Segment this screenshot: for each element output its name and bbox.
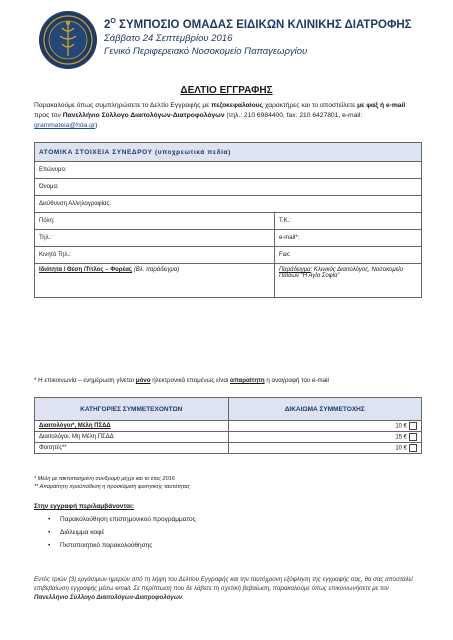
- email-note: * Η επικοινωνία – ενημέρωση γίνεται μόνο ηλεκτρονικά επομένως είναι απαραίτητη η αναγραφή του e-mail: [34, 377, 329, 384]
- category-row: Διαιτολόγοι, Μη Μέλη ΠΣΔΔ 15 €: [35, 432, 422, 443]
- participant-categories-table: [34, 397, 422, 454]
- name-field[interactable]: Όνομα:: [35, 179, 422, 196]
- section-title: ΑΤΟΜΙΚΑ ΣΤΟΙΧΕΙΑ ΣΥΝΕΔΡΟΥ (υποχρεωτικά πεδία): [35, 143, 422, 162]
- list-item: • Διάλειμμα καφέ: [48, 529, 196, 536]
- checkbox[interactable]: [409, 422, 417, 430]
- personal-details-table: [34, 142, 422, 298]
- checkbox[interactable]: [409, 433, 417, 441]
- specialty-field[interactable]: Ιδιότητα / Θέση /Τίτλος – Φορέας (Βλ. παράδειγμα): [35, 264, 275, 298]
- categories-header: ΚΑΤΗΓΟΡΙΕΣ ΣΥΜΜΕΤΕΧΟΝΤΩΝ: [35, 398, 229, 421]
- fax-field[interactable]: Fax:: [274, 247, 421, 264]
- symposium-title: $2^O$ ΣΥΜΠΟΣΙΟ ΟΜΑΔΑΣ ΕΙΔΙΚΩΝ ΚΛΙΝΙΚΗΣ ΔΙΑΤΡΟΦΗΣ: [104, 18, 412, 31]
- document-title: ΔΕΛΤΙΟ ΕΓΓΡΑΦΗΣ: [180, 85, 273, 96]
- association-seal-icon: [38, 10, 98, 70]
- closing-paragraph: Εντός τριών (3) εργάσιμων ημερών από τη λήψη του Δελτίου Εγγραφής και την ταυτόχρονη εξόφληση της εγγραφής σας, θα σας αποσταλεί επιβεβαίωση εγγραφής μέσω email. Σε περίπτωση που δε λάβετε τη σχετική βεβαίωση, παρακαλούμε όπως επικοινωνήσετε με τον Πανελλήνιο Σύλλογο Διαιτολόγων-Διατροφολόγων.: [34, 576, 413, 601]
- includes-list: [48, 516, 196, 555]
- mobile-field[interactable]: Κινητό Τηλ.:: [35, 247, 275, 264]
- address-field[interactable]: Διεύθυνση Αλληλογραφίας:: [35, 196, 422, 213]
- checkbox[interactable]: [409, 444, 417, 452]
- includes-title: Στην εγγραφή περιλαμβάνονται:: [34, 503, 135, 510]
- list-item: • Πιστοποιητικό παρακολούθησης: [48, 542, 196, 549]
- surname-field[interactable]: Επώνυμο:: [35, 162, 422, 179]
- phone-field[interactable]: Τηλ.:: [35, 230, 275, 247]
- specialty-example: Παράδειγμα: Κλινικός Διαιτολόγος, Νοσοκομείο Παίδων “Η Αγία Σοφία”: [274, 264, 421, 298]
- fee-header: ΔΙΚΑΙΩΜΑ ΣΥΜΜΕΤΟΧΗΣ: [228, 398, 422, 421]
- header: [104, 18, 444, 57]
- category-row: Διαιτολόγοι*, Μέλη ΠΣΔΔ 10 €: [35, 421, 422, 432]
- category-row: Φοιτητές** 10 €: [35, 443, 422, 454]
- symposium-venue: Γενικό Περιφερειακό Νοσοκομείο Παπαγεωργίου: [104, 45, 308, 57]
- symposium-date: Σάββατο 24 Σεπτεμβρίου 2016: [104, 32, 233, 44]
- footnotes: * Μέλη με τακτοποιημένη συνδρομή μέχρι και το έτος 2016 ** Απαραίτητη προϋπόθεση η προσκόμιση φοιτητικής ταυτότητας: [34, 476, 191, 490]
- zip-field[interactable]: Τ.Κ.:: [274, 213, 421, 230]
- intro-paragraph: Παρακαλούμε όπως συμπληρώσετε το Δελτίο Εγγραφής με πεζοκεφαλαίους χαρακτήρες και το αποστείλετε με φαξ ή e-mail προς τον Πανελλήνιο Σύλλογο Διαιτολόγων-Διατροφολόγων (τηλ.: 210 6984400, fax: 210 6427801, e-mail: grammateia@hda.gr): [34, 102, 406, 129]
- email-field[interactable]: e-mail*:: [274, 230, 421, 247]
- list-item: • Παρακολούθηση επιστημονικού προγράμματος: [48, 516, 196, 523]
- city-field[interactable]: Πόλη:: [35, 213, 275, 230]
- email-link[interactable]: grammateia@hda.gr: [34, 122, 96, 129]
